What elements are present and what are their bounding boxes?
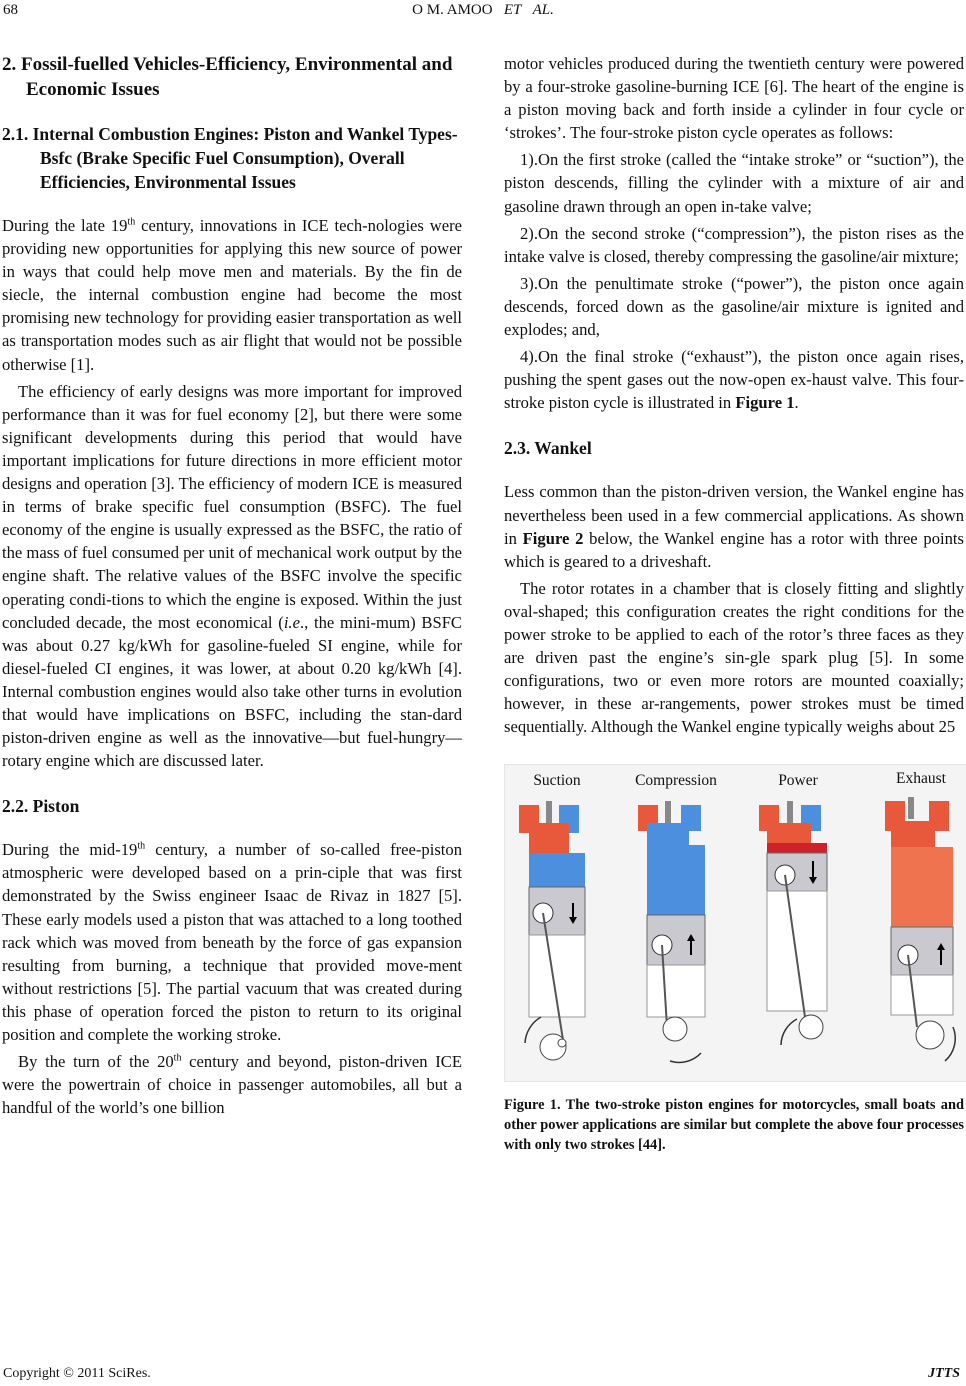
footer-journal: JTTS <box>928 1366 960 1381</box>
label-suction: Suction <box>533 772 581 790</box>
section-heading-2: 2. Fossil-fuelled Vehicles-Efficiency, Environmental and Economic Issues <box>2 54 453 100</box>
paragraph-wankel-rotor: The rotor rotates in a chamber that is closely fitting and slightly oval-shaped; this configuration creates the right conditions for the power stroke to be applied to each of the rotor’s three faces as they are driven past the engine’s sin-gle spark plug [5]. In some configurations, two or even more rotors are mounted coaxially; however, in these ar-rangements, power strokes must be timed sequentially. Although the Wankel engine typically weighs about 25 <box>504 578 964 737</box>
cylinder-power <box>759 801 827 1045</box>
paragraph-ice-history: During the late 19th century, innovations in ICE tech-nologies were providing new opportunities for applying this new source of power in ways that could help move men and materials. By the fin de siecle, the internal combustion engine had become the most promising new technology for providing easier transportation as well as transportation modes such as air flight that would not be possible otherwise [1]. <box>2 216 462 374</box>
running-header-authors: O M. AMOO ET AL. <box>412 2 554 18</box>
list-item-power: 3).On the penultimate stroke (“power”), the piston once again descends, forced down as the gasoline/air mixture is ignited and explodes; and, <box>504 273 964 340</box>
label-exhaust: Exhaust <box>896 770 946 788</box>
subsection-heading-2-2: 2.2. Piston <box>2 796 80 817</box>
cylinder-compression <box>638 801 705 1062</box>
left-column <box>2 52 462 1123</box>
list-item-exhaust: 4).On the final stroke (“exhaust”), the piston once again rises, pushing the spent gases out the now-open ex-haust valve. This four-stroke piston cycle is illustrated in Figure 1. <box>504 347 964 413</box>
list-item-compression: 2).On the second stroke (“compression”), the piston rises as the intake valve is closed, thereby compressing the gasoline/air mixture; <box>504 223 964 266</box>
subsection-heading-2-3: 2.3. Wankel <box>504 438 592 459</box>
right-column <box>504 52 964 1155</box>
paragraph-free-piston: During the mid-19th century, a number of so-called free-piston atmospheric were developed based on a prin-ciple that was first demonstrated by the Swiss engineer Isaac de Rivaz in 1827 [5]. These early models used a piston that was attached to a long toothed rack which was moved from beneath by the force of gas expansion resulting from burning, a technique that provided move-ment without restrictions [5]. The partial vacuum that was created during this phase of operation forced the piston to return to its original position and complete the working stroke. <box>2 840 463 1044</box>
label-compression: Compression <box>635 772 717 790</box>
figure-1-four-stroke-diagram <box>504 764 966 1082</box>
cylinder-suction <box>519 801 585 1060</box>
paragraph-bsfc: The efficiency of early designs was more important for improved performance than it was for fuel economy [2], but there were some significant developments during this period that would have important implications for future directions in more efficient motor designs and operation [3]. The efficiency of modern ICE is measured in terms of brake specific fuel consumption (BSFC). The fuel economy of the engine is usually expressed as the BSFC, the ratio of the mass of fuel consumed per unit of mechanical work output by the engine shaft. The relative values of the BSFC involve the specific operating condi-tions to which the engine is exposed. Within the just concluded decade, the most economical (i.e., the mini-mum) BSFC was about 0.27 kg/kWh for gasoline-fueled SI engine, while for diesel-fueled CI engines, it was lower, at about 0.20 kg/kWh [4]. Internal combustion engines would also take other turns in evolution that would have implications on BSFC, including the stan-dard piston-driven engine as well as the innovative—but fuel-hungry—rotary engine which are discussed later. <box>2 381 463 771</box>
four-stroke-illustration <box>505 765 966 1081</box>
paragraph-wankel-intro: Less common than the piston-driven version, the Wankel engine has nevertheless been used in a few commercial applications. As shown in Figure 2 below, the Wankel engine has a rotor with three points which is geared to a driveshaft. <box>504 482 964 571</box>
subsection-heading-2-1: 2.1. Internal Combustion Engines: Piston and Wankel Types-Bsfc (Brake Specific Fuel Consumption), Overall Efficiencies, Environmental Issues <box>2 124 458 192</box>
cylinder-exhaust <box>885 797 955 1061</box>
footer-copyright: Copyright © 2011 SciRes. <box>3 1366 151 1381</box>
figure-1-caption: Figure 1. The two-stroke piston engines for motorcycles, small boats and other power applications are similar but complete the above four processes with only two strokes [44]. <box>504 1097 964 1154</box>
list-item-intake: 1).On the first stroke (called the “intake stroke” or “suction”), the piston descends, filling the cylinder with a mixture of air and gasoline drawn through an open in-take valve; <box>504 150 964 216</box>
page-number: 68 <box>3 2 18 18</box>
paragraph-powertrain: By the turn of the 20th century and beyond, piston-driven ICE were the powertrain of choice in passenger automobiles, all but a handful of the world’s one billion <box>2 1052 462 1118</box>
label-power: Power <box>778 772 818 790</box>
paragraph-four-stroke: motor vehicles produced during the twentieth century were powered by a four-stroke gasoline-burning ICE [6]. The heart of the engine is a piston moving back and forth inside a cylinder in four cycle or ‘strokes’. The four-stroke piston cycle operates as follows: <box>504 54 964 143</box>
